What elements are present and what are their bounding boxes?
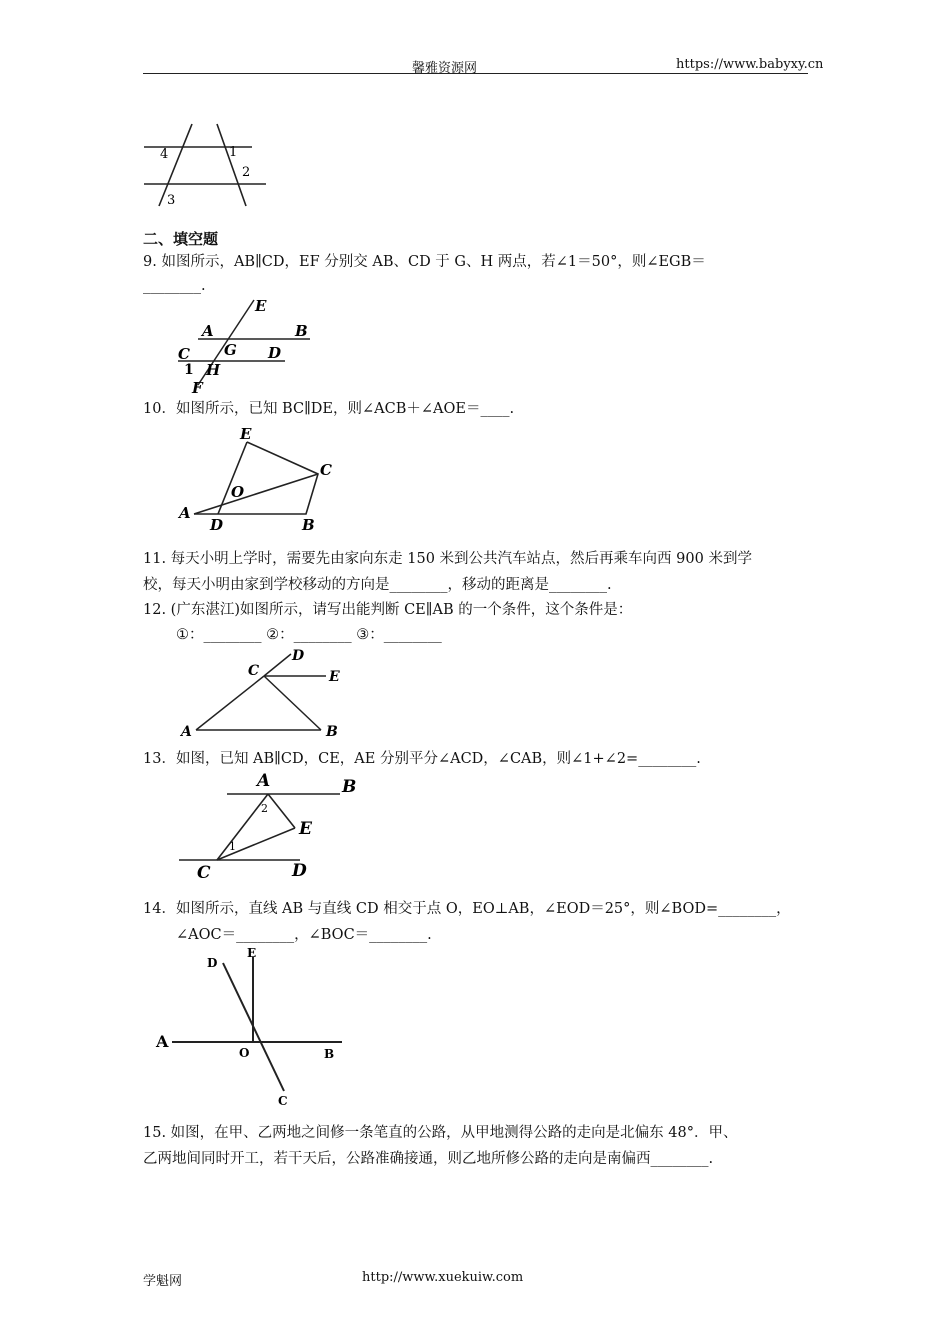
q9-label-E: E — [255, 297, 267, 315]
q10-label-A: A — [179, 504, 191, 522]
q14-label-O: O — [239, 1046, 250, 1060]
q12-label-B: B — [326, 724, 338, 740]
q13-label-1: 1 — [229, 840, 236, 853]
q13-label-D: D — [292, 861, 307, 881]
q12-line2: ①：________ ②：________ ③：________ — [176, 627, 442, 643]
q14-label-B: B — [324, 1047, 335, 1061]
q14-line1: 14．如图所示，直线 AB 与直线 CD 相交于点 O，EO⊥AB，∠EOD＝25°，则∠BOD=________， — [143, 901, 791, 917]
q12-label-D: D — [292, 648, 305, 664]
q13-label-C: C — [197, 863, 211, 883]
q10-label-D: D — [210, 516, 224, 534]
q10-line1: 10．如图所示，已知 BC∥DE，则∠ACB＋∠AOE＝____. — [143, 401, 515, 417]
q9-line2: ________. — [143, 278, 206, 294]
footer-site-name: 学魁网 — [143, 1274, 183, 1289]
q11-line1: 11. 每天小明上学时，需要先由家向东走 150 米到公共汽车站点，然后再乘车向西 900 米到学 — [143, 551, 752, 567]
figure-q14 — [150, 945, 350, 1110]
header-site-name: 馨雅资源网 — [412, 61, 478, 76]
fig1-label-1: 1 — [229, 145, 238, 160]
q10-label-O: O — [231, 483, 245, 501]
q9-label-B: B — [295, 322, 308, 340]
footer-url[interactable]: http://www.xuekuiw.com — [362, 1270, 524, 1285]
q13-line1: 13．如图，已知 AB∥CD，CE，AE 分别平分∠ACD，∠CAB，则∠1+∠2=________. — [143, 751, 701, 767]
q10-label-C: C — [320, 461, 332, 479]
q15-line2: 乙两地间同时开工，若干天后，公路准确接通，则乙地所修公路的走向是南偏西________. — [143, 1151, 714, 1167]
q14-label-D: D — [207, 956, 218, 970]
figure-q12 — [176, 648, 356, 740]
q9-label-G: G — [224, 341, 237, 359]
q9-label-F: F — [192, 379, 203, 397]
q14-label-A: A — [156, 1032, 169, 1051]
q13-label-A: A — [257, 771, 271, 791]
q10-label-E: E — [240, 425, 252, 443]
q9-line1: 9. 如图所示，AB∥CD，EF 分别交 AB、CD 于 G、H 两点，若∠1＝50°，则∠EGB＝ — [143, 254, 706, 270]
q10-label-B: B — [302, 516, 315, 534]
section-title: 二、填空题 — [143, 230, 219, 248]
q15-line1: 15. 如图，在甲、乙两地之间修一条笔直的公路，从甲地测得公路的走向是北偏东 48°．甲、 — [143, 1125, 738, 1141]
q11-line2: 校，每天小明由家到学校移动的方向是________，移动的距离是________. — [143, 577, 612, 593]
figure-q10 — [176, 422, 341, 534]
fig1-label-4: 4 — [160, 147, 169, 162]
header-rule — [143, 73, 808, 74]
q14-label-C: C — [278, 1094, 288, 1108]
figure-q9 — [170, 295, 320, 397]
q14-line2: ∠AOC＝________，∠BOC＝________. — [176, 927, 432, 943]
fig1-label-3: 3 — [167, 193, 176, 208]
header-url[interactable]: https://www.babyxy.cn — [676, 57, 824, 72]
q14-label-E: E — [247, 946, 257, 960]
q9-label-D: D — [268, 344, 282, 362]
q9-label-1: 1 — [184, 362, 194, 378]
q13-label-E: E — [299, 819, 312, 839]
q12-label-A: A — [181, 724, 192, 740]
q12-label-E: E — [329, 669, 340, 685]
q13-label-2: 2 — [261, 802, 268, 815]
q12-line1: 12. (广东湛江)如图所示，请写出能判断 CE∥AB 的一个条件，这个条件是： — [143, 602, 633, 618]
q9-label-H: H — [206, 361, 221, 379]
q12-label-C: C — [248, 663, 260, 679]
figure-parallel-lines — [140, 120, 270, 210]
figure-q13 — [175, 768, 365, 883]
q9-label-A: A — [202, 322, 214, 340]
q13-label-B: B — [342, 777, 357, 797]
fig1-label-2: 2 — [242, 165, 251, 180]
q9-label-C: C — [178, 345, 190, 363]
